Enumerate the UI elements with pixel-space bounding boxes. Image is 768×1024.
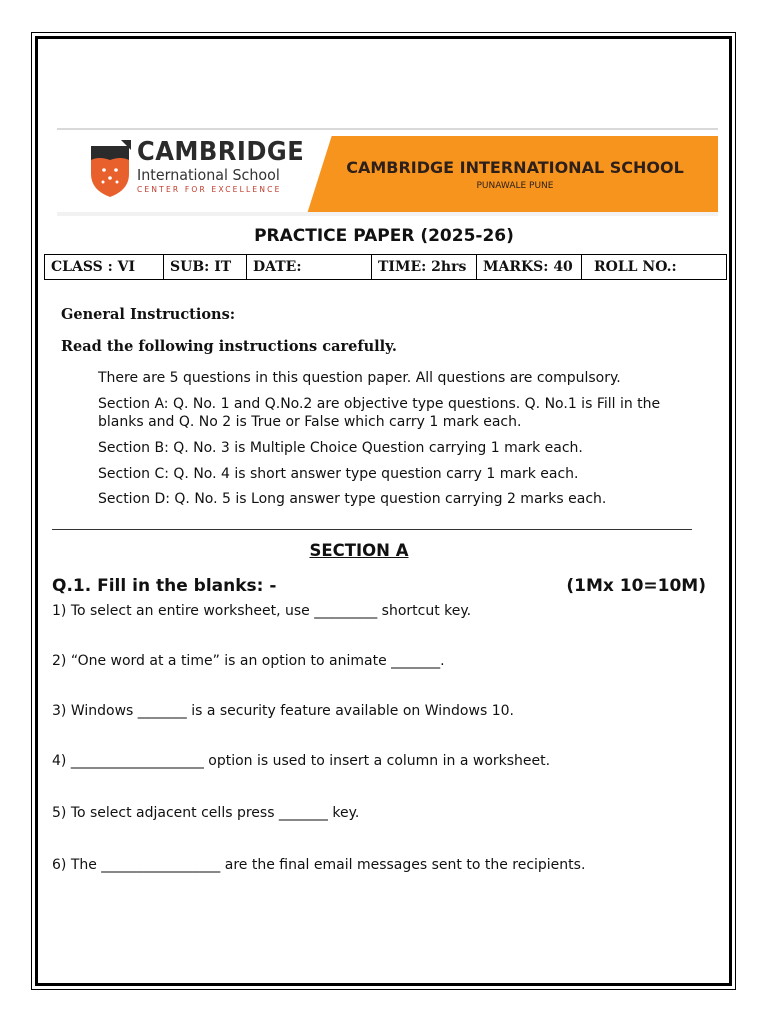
question-item: 3) Windows _______ is a security feature available on Windows 10. [52,703,514,719]
marks-cell: MARKS: 40 [477,255,582,280]
exam-info-row [45,255,727,280]
question-1-title: Q.1. Fill in the blanks: - [52,576,277,596]
question-1-marks: (1Mx 10=10M) [566,576,706,596]
subject-cell: SUB: IT [164,255,247,280]
instructions-subheading: Read the following instructions carefully. [61,338,397,355]
question-item: 1) To select an entire worksheet, use _________ shortcut key. [52,603,472,619]
paper-title: PRACTICE PAPER (2025-26) [254,226,514,246]
instruction-item: Section B: Q. No. 3 is Multiple Choice Question carrying 1 mark each. [98,440,583,456]
banner-title: CAMBRIDGE INTERNATIONAL SCHOOL [346,158,684,177]
date-cell: DATE: [247,255,372,280]
instruction-item: There are 5 questions in this question paper. All questions are compulsory. [98,370,621,386]
exam-info-table [44,254,727,280]
instruction-item: Section D: Q. No. 5 is Long answer type question carrying 2 marks each. [98,491,607,507]
school-crest-icon [89,140,131,198]
school-banner [57,128,718,214]
instruction-item: Section C: Q. No. 4 is short answer type question carry 1 mark each. [98,466,579,482]
question-item: 5) To select adjacent cells press _______ key. [52,805,360,821]
class-cell: CLASS : VI [45,255,164,280]
school-logo-text [137,138,317,195]
brand-name: CAMBRIDGE [137,137,305,167]
divider-line [52,529,692,530]
banner-location: PUNAWALE PUNE [476,181,554,191]
brand-sub: International School [137,166,280,184]
instruction-item: Section A: Q. No. 1 and Q.No.2 are objective type questions. Q. No.1 is Fill in the blanks and Q. No 2 is True or False which carry 1 mark each. [98,396,661,430]
time-cell: TIME: 2hrs [372,255,477,280]
question-item: 2) “One word at a time” is an option to animate _______. [52,653,445,669]
instructions-heading: General Instructions: [61,306,236,323]
question-item: 4) ___________________ option is used to insert a column in a worksheet. [52,753,551,769]
roll-no-cell: ROLL NO.: [582,255,727,280]
section-a-title: SECTION A [309,541,409,560]
brand-tagline: CENTER FOR EXCELLENCE [137,185,282,194]
question-item: 6) The _________________ are the final email messages sent to the recipients. [52,857,586,873]
